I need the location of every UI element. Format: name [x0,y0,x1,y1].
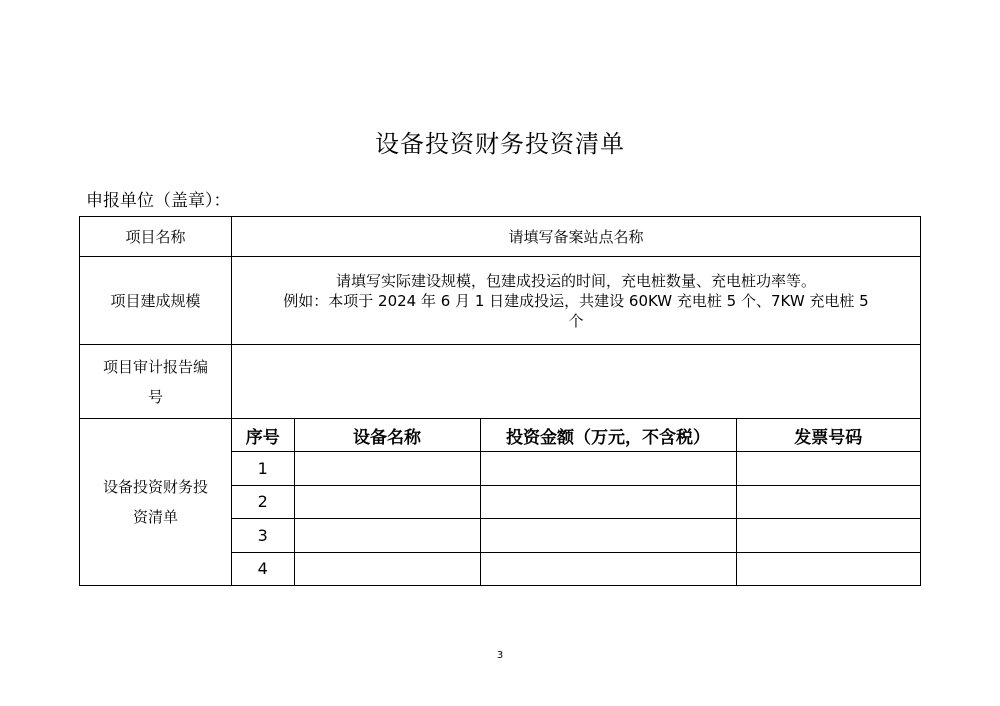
applicant-label: 申报单位（盖章）： [86,191,231,211]
investment-list-label [80,419,232,586]
header-amount: 投资金额（万元，不含税） [480,419,736,452]
row-device-name[interactable] [294,452,480,485]
page-number: 3 [496,650,504,661]
row-amount[interactable] [480,485,736,518]
row-invoice[interactable] [736,452,920,485]
row-seq: 2 [232,485,294,518]
row-device-name[interactable] [294,519,480,552]
row-seq: 1 [232,452,294,485]
row-amount[interactable] [480,519,736,552]
investment-table-header [232,419,920,452]
row-amount[interactable] [480,552,736,585]
table-row [232,485,920,518]
project-scale-label: 项目建成规模 [80,257,232,345]
project-scale-value[interactable] [232,257,921,345]
project-scale-line-3: 个 [568,311,584,330]
project-name-value[interactable]: 请填写备案站点名称 [232,217,921,257]
audit-report-label-line-1: 项目审计报告编 [102,357,208,376]
table-row [232,452,920,485]
row-seq: 3 [232,519,294,552]
row-audit-report [80,345,921,419]
project-scale-line-1: 请填写实际建设规模，包建成投运的时间，充电桩数量、充电桩功率等。 [335,271,816,290]
row-device-name[interactable] [294,552,480,585]
row-project-name [80,217,921,257]
header-invoice: 发票号码 [736,419,920,452]
audit-report-label [80,345,232,419]
row-investment-list [80,419,921,586]
row-seq: 4 [232,552,294,585]
investment-list-cell [232,419,921,586]
document-title: 设备投资财务投资清单 [375,130,625,158]
audit-report-label-line-2: 号 [147,387,163,406]
row-project-scale [80,257,921,345]
form-table [79,216,921,586]
header-seq: 序号 [232,419,294,452]
row-invoice[interactable] [736,519,920,552]
row-invoice[interactable] [736,485,920,518]
table-row [232,519,920,552]
investment-table [232,419,920,585]
investment-list-label-line-1: 设备投资财务投 [102,478,208,496]
audit-report-value[interactable] [232,345,921,419]
project-scale-line-2: 例如：本项于 2024 年 6 月 1 日建成投运，共建设 60KW 充电桩 5 个、7KW 充电桩 5 [283,291,869,310]
project-name-label: 项目名称 [80,217,232,257]
row-invoice[interactable] [736,552,920,585]
header-device-name: 设备名称 [294,419,480,452]
table-row [232,552,920,585]
row-amount[interactable] [480,452,736,485]
row-device-name[interactable] [294,485,480,518]
investment-list-label-line-2: 资清单 [132,508,178,526]
